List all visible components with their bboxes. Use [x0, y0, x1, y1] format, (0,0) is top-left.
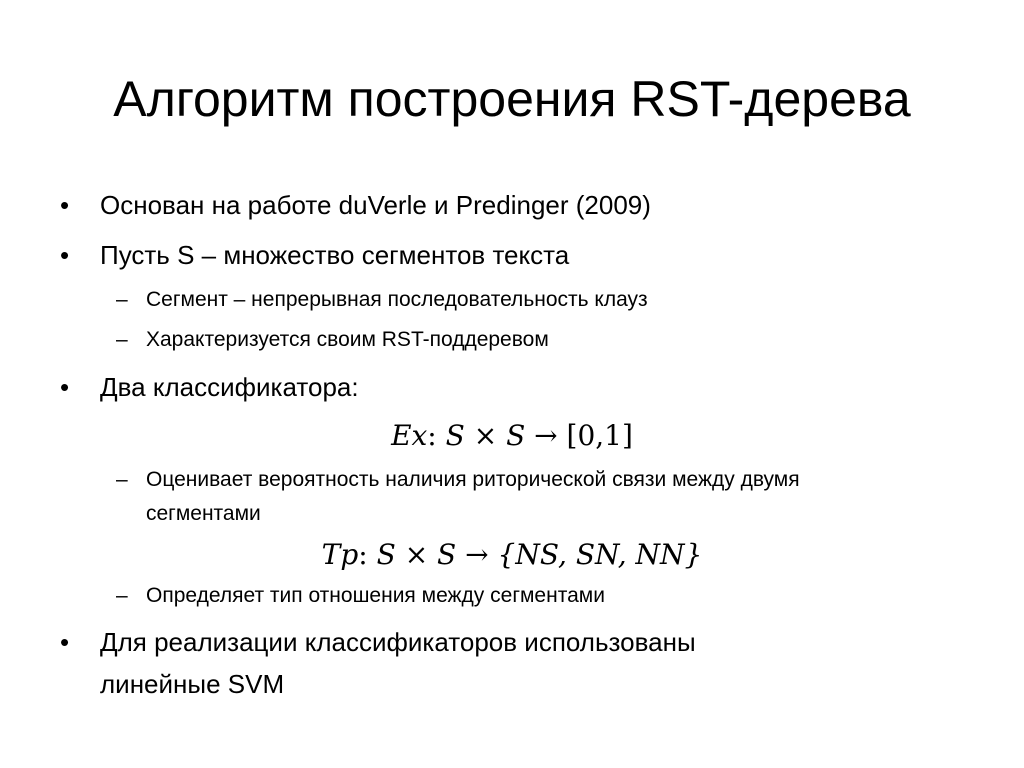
- dash-mark: –: [116, 328, 128, 351]
- bullet-dot: •: [60, 627, 70, 657]
- bullet-dot: •: [60, 190, 70, 220]
- slide-title: Алгоритм построения RST-дерева: [113, 71, 911, 127]
- formula-tp-colon: :: [358, 538, 368, 571]
- bullet-text: Для реализации классификаторов использованы: [100, 627, 696, 657]
- dash-mark: –: [116, 584, 128, 607]
- bullet-dot: •: [60, 240, 70, 270]
- bullet-text: Основан на работе duVerle и Predinger (2009): [100, 190, 651, 220]
- formula-tp-domain: S × S →: [376, 538, 489, 571]
- formula-tp-name: Tp: [321, 538, 359, 571]
- formula-ex-domain: S × S →: [445, 419, 558, 452]
- sub-bullet-text: Характеризуется своим RST-поддеревом: [146, 328, 549, 351]
- formula-tp: [0, 535, 1024, 575]
- bullet-text: Пусть S – множество сегментов текста: [100, 240, 570, 270]
- formula-ex: [0, 416, 1024, 456]
- formula-tp-range: {NS, SN, NN}: [497, 538, 703, 571]
- sub-bullet-text: Сегмент – непрерывная последовательность клауз: [146, 288, 648, 311]
- sub-bullet-text: Определяет тип отношения между сегментами: [146, 584, 605, 607]
- bullet-text-continued: линейные SVM: [100, 669, 285, 699]
- dash-mark: –: [116, 468, 128, 491]
- bullet-text: Два классификатора:: [100, 372, 359, 402]
- sub-bullet-text-continued: сегментами: [146, 502, 261, 525]
- dash-mark: –: [116, 288, 128, 311]
- sub-bullet-text: Оценивает вероятность наличия риторической связи между двумя: [146, 468, 800, 491]
- bullet-dot: •: [60, 372, 70, 402]
- formula-ex-range: [0,1]: [566, 419, 633, 452]
- formula-ex-name: Ex: [391, 419, 428, 452]
- formula-ex-colon: :: [427, 419, 437, 452]
